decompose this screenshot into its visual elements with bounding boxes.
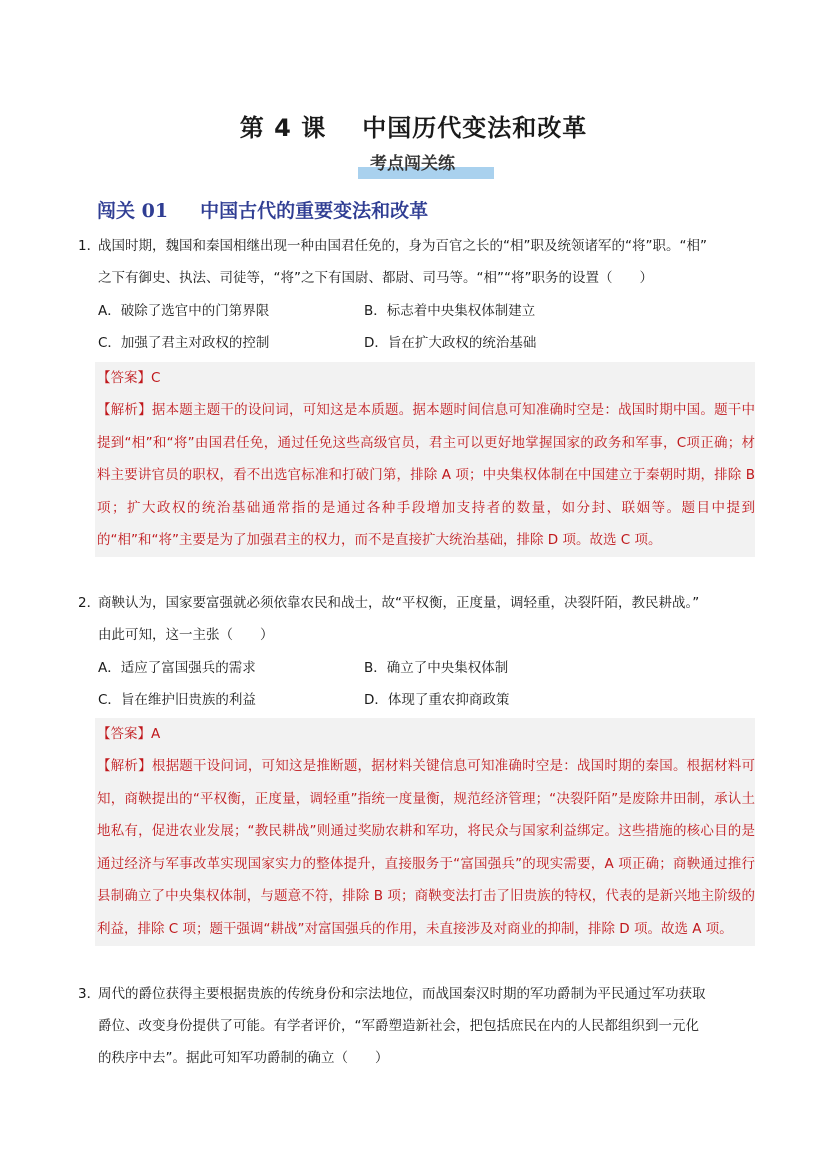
question-1	[78, 230, 758, 294]
option-c: C．加强了君主对政权的控制	[98, 335, 270, 351]
question-number: 2．	[78, 595, 101, 611]
analysis-label: 【解析】	[97, 758, 152, 774]
answer-line	[95, 362, 755, 394]
option-b: B．标志着中央集权体制建立	[364, 303, 536, 319]
question-stem-cont: 之下有御史、执法、司徒等，“将”之下有国尉、都尉、司马等。“相”“将”职务的设置（ ）	[98, 270, 653, 286]
lesson-number: 第 4 课	[239, 114, 327, 142]
question-number: 3．	[78, 986, 101, 1002]
question-stem: 商鞅认为，国家要富强就必须依靠农民和战士，故“平权衡，正度量，调轻重，决裂阡陌，教民耕战。”	[98, 595, 700, 611]
section-heading	[97, 196, 428, 223]
option-c: C．旨在维护旧贵族的利益	[98, 692, 256, 708]
section-code: 闯关 01	[97, 200, 169, 222]
question-3	[78, 978, 758, 1074]
analysis-text: 根据题干设问词，可知这是推断题，据材料关键信息可知准确时空是：战国时期的秦国。根据材料可知，商鞅提出的“平权衡，正度量，调轻重”指统一度量衡，规范经济管理；“决裂阡陌”是废除井田制，承认土地私有，促进农业发展；“教民耕战”则通过奖励农耕和军功，将民众与国家利益绑定。这些措施的核心目的是通过经济与军事改革实现国家实力的整体提升，直接服务于“富国强兵”的现实需要，A 项正确；商鞅通过推行县制确立了中央集权体制，与题意不符，排除 B 项；商鞅变法打击了旧贵族的特权，代表的是新兴地主阶级的利益，排除 C 项；题干强调“耕战”对富国强兵的作用，未直接涉及对商业的抑制，排除 D 项。故选 A 项。	[97, 758, 756, 937]
answer-label: 【答案】	[97, 726, 151, 742]
answer-analysis-2	[95, 718, 755, 946]
analysis-text: 据本题主题干的设问词，可知这是本质题。据本题时间信息可知准确时空是：战国时期中国。题干中提到“相”和“将”由国君任免，通过任免这些高级官员，君主可以更好地掌握国家的政务和军事，C项正确；材料主要讲官员的职权，看不出选官标准和打破门第，排除 A 项；中央集权体制在中国建立于秦朝时期，排除 B 项；扩大政权的统治基础通常指的是通过各种手段增加支持者的数量，如分封、联姻等。题目中提到的“相”和“将”主要是为了加强君主的权力，而不是直接扩大统治基础，排除 D 项。故选 C 项。	[97, 402, 756, 549]
analysis	[95, 750, 755, 946]
question-number: 1．	[78, 238, 101, 254]
question-stem-cont: 爵位、改变身份提供了可能。有学者评价，“军爵塑造新社会，把包括庶民在内的人民都组织到一元化	[98, 1018, 699, 1034]
answer-label: 【答案】	[97, 370, 151, 386]
practice-badge	[358, 149, 494, 179]
answer-value: A	[151, 726, 161, 742]
option-a: A．适应了富国强兵的需求	[98, 660, 256, 676]
badge-label: 考点闯关练	[370, 154, 455, 174]
question-stem-cont: 由此可知，这一主张（ ）	[98, 627, 274, 643]
question-2	[78, 587, 758, 651]
option-b: B．确立了中央集权体制	[364, 660, 509, 676]
question-stem: 周代的爵位获得主要根据贵族的传统身份和宗法地位，而战国秦汉时期的军功爵制为平民通过军功获取	[98, 986, 706, 1002]
analysis-label: 【解析】	[97, 402, 152, 418]
answer-line	[95, 718, 755, 750]
option-d: D．旨在扩大政权的统治基础	[364, 335, 537, 351]
question-stem-cont: 的秩序中去”。据此可知军功爵制的确立（ ）	[98, 1050, 389, 1066]
lesson-name: 中国历代变法和改革	[362, 114, 588, 142]
lesson-title	[0, 108, 827, 143]
question-stem: 战国时期，魏国和秦国相继出现一种由国君任免的，身为百官之长的“相”职及统领诸军的“将”职。“相”	[98, 238, 707, 254]
answer-value: C	[151, 370, 161, 386]
section-title: 中国古代的重要变法和改革	[200, 200, 429, 222]
analysis	[95, 394, 755, 557]
answer-analysis-1	[95, 362, 755, 557]
option-a: A．破除了选官中的门第界限	[98, 303, 270, 319]
option-d: D．体现了重农抑商政策	[364, 692, 510, 708]
